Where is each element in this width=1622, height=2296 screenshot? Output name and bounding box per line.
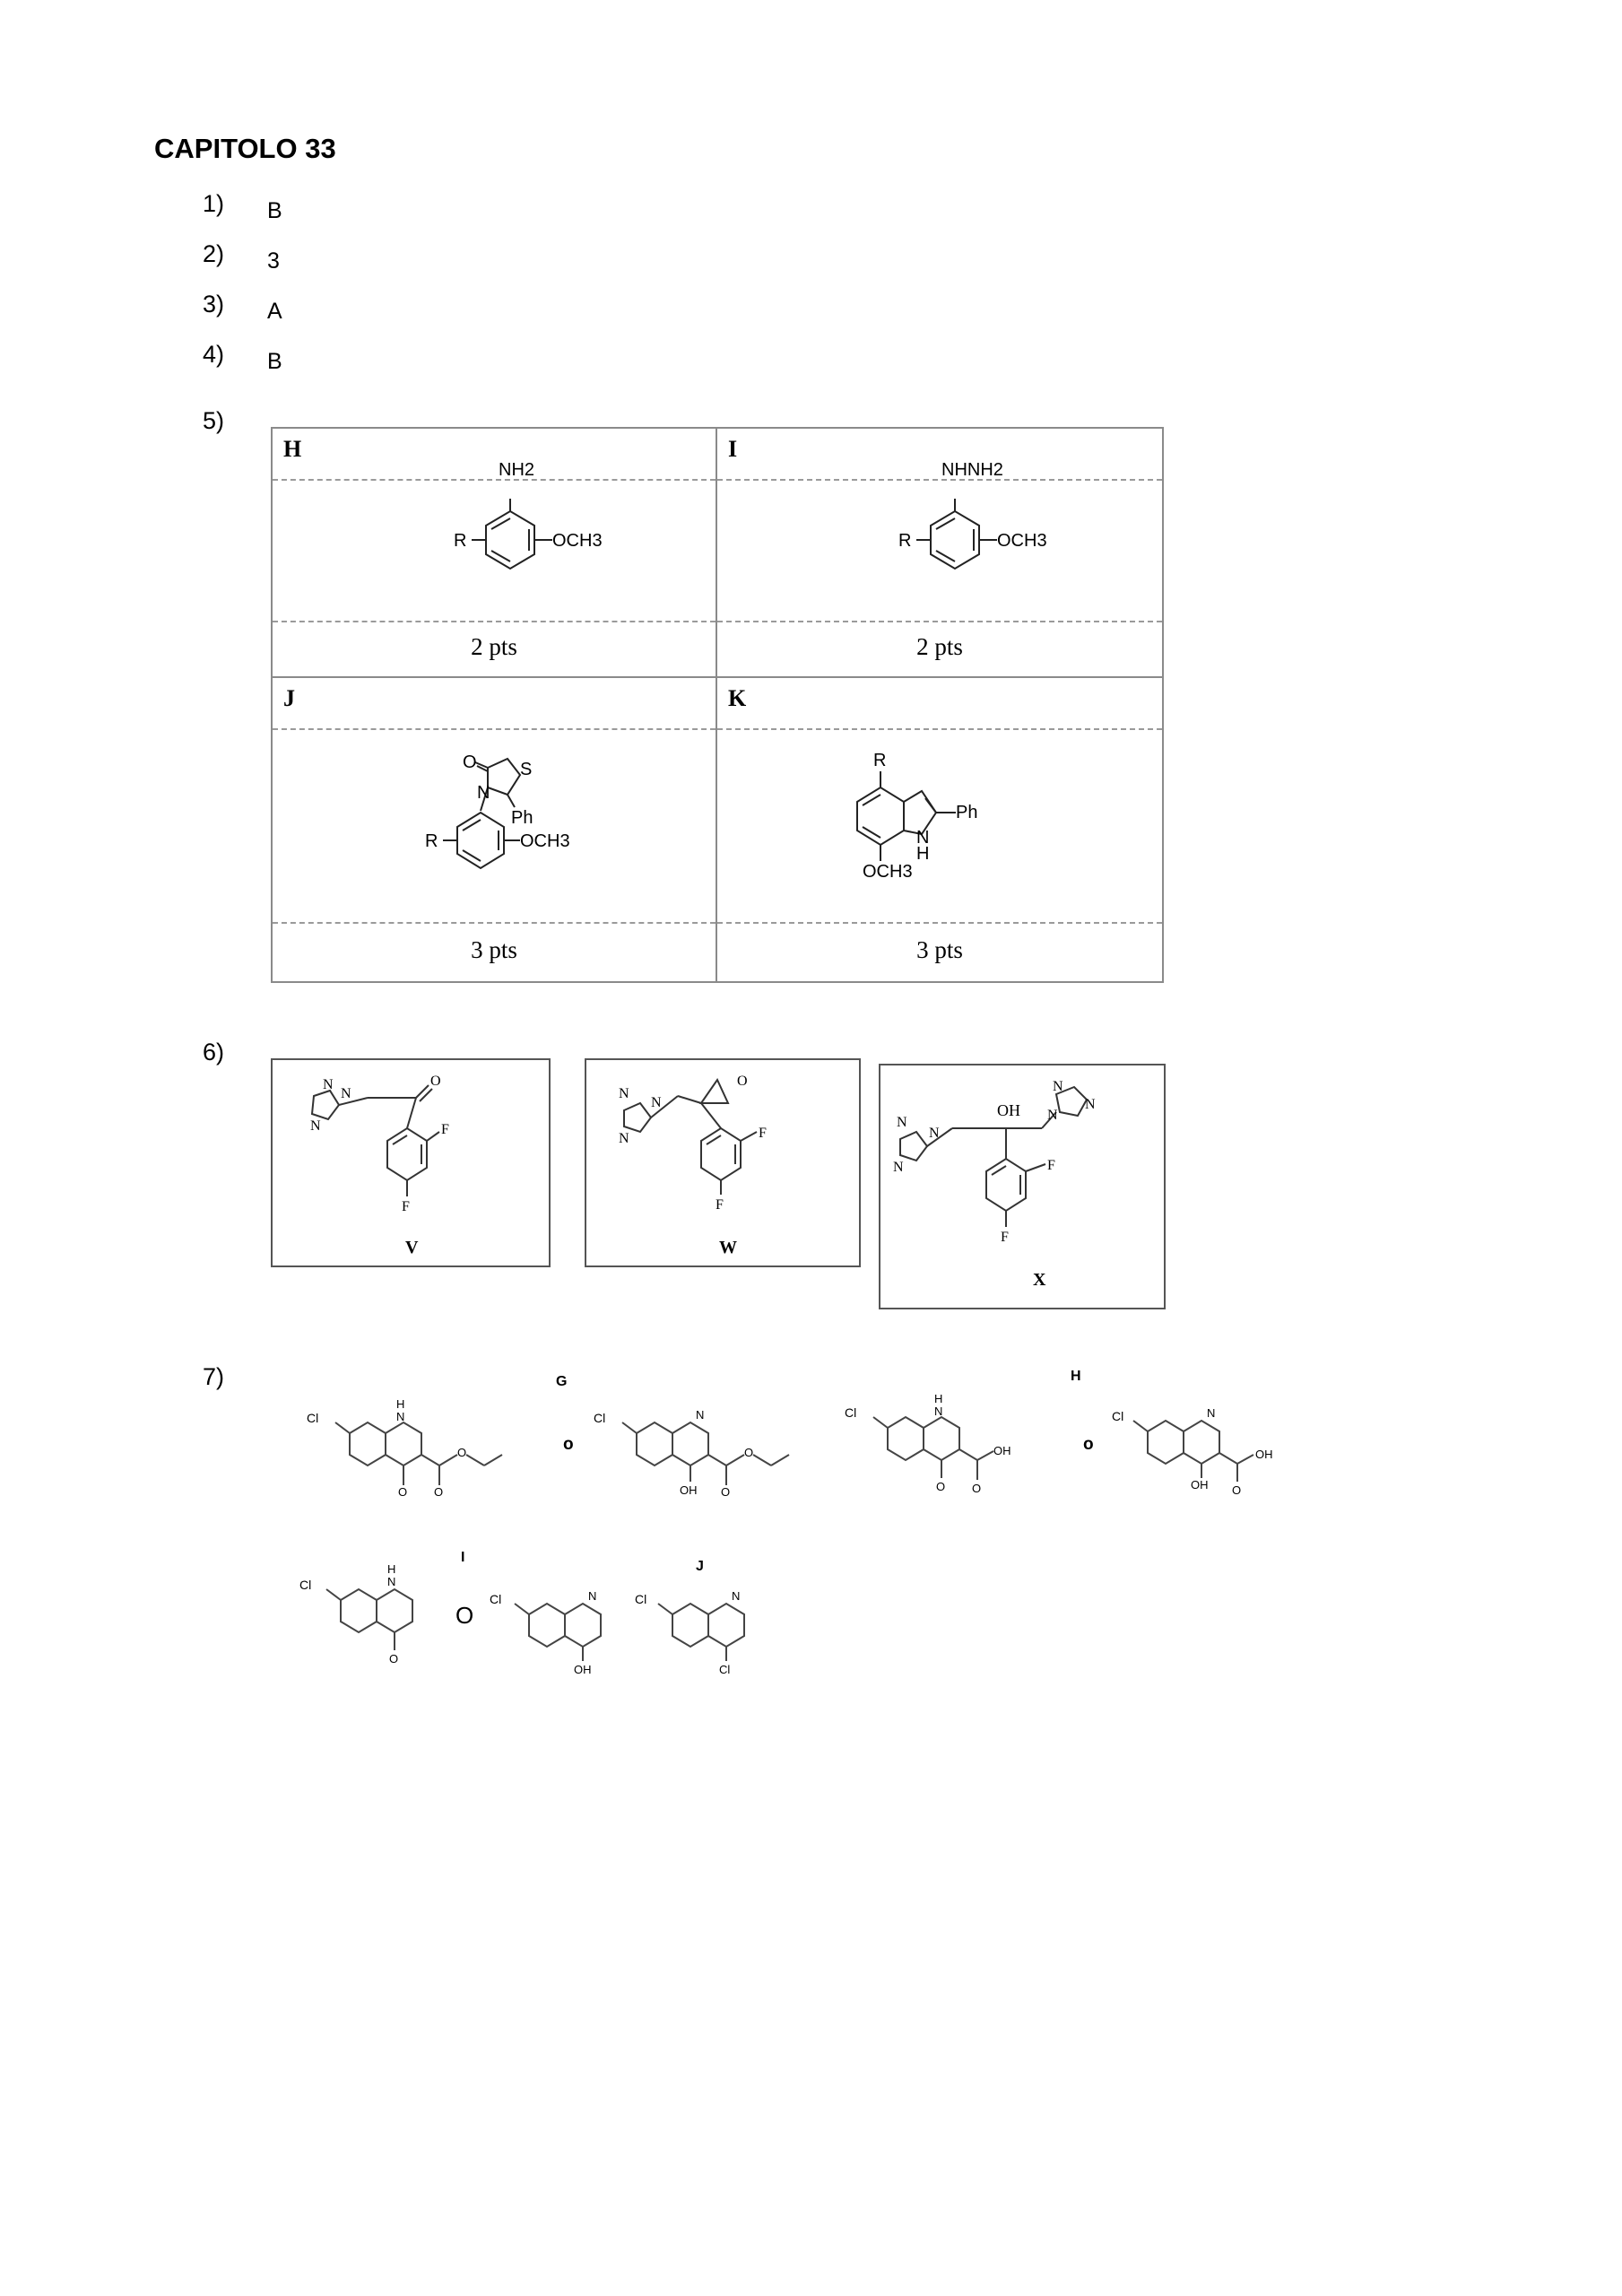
sub-right: OCH3 — [997, 531, 1047, 551]
svg-text:O: O — [1232, 1483, 1242, 1497]
structure-k — [717, 730, 1162, 909]
sub-top: NH2 — [499, 460, 535, 480]
label-i: I — [461, 1550, 465, 1565]
svg-text:H: H — [934, 1392, 943, 1405]
sub-ph: Ph — [511, 808, 533, 828]
question-number-6: 6) — [203, 1039, 225, 1065]
svg-text:N: N — [1207, 1406, 1216, 1420]
svg-text:N: N — [323, 1077, 334, 1092]
structure-j — [628, 1575, 780, 1692]
svg-text:O: O — [398, 1485, 408, 1499]
cell-j — [273, 678, 717, 981]
cell-label-i: I — [728, 436, 738, 462]
svg-text:H: H — [387, 1562, 396, 1576]
svg-text:N: N — [387, 1575, 396, 1588]
divider — [273, 922, 716, 924]
question-number-1: 1) — [203, 190, 225, 217]
svg-text:Cl: Cl — [594, 1411, 606, 1425]
structure-h — [273, 460, 717, 617]
svg-text:Cl: Cl — [1112, 1409, 1124, 1423]
svg-text:F: F — [716, 1197, 724, 1213]
atom-n: N — [916, 828, 930, 848]
divider — [717, 621, 1162, 622]
answer-1: B — [267, 198, 282, 223]
cell-k — [717, 678, 1162, 981]
svg-text:N: N — [588, 1589, 597, 1603]
q5-structure-grid — [271, 427, 1164, 983]
svg-text:F: F — [1001, 1230, 1009, 1245]
svg-text:N: N — [619, 1131, 629, 1146]
svg-text:N: N — [619, 1086, 629, 1101]
cell-i — [717, 429, 1162, 678]
svg-text:OH: OH — [1191, 1478, 1209, 1492]
sub-right: OCH3 — [552, 531, 603, 551]
answer-2: 3 — [267, 248, 280, 274]
atom-h: H — [916, 844, 930, 864]
svg-text:N: N — [897, 1115, 907, 1130]
svg-text:N: N — [651, 1095, 662, 1110]
svg-text:N: N — [696, 1408, 705, 1422]
structure-i — [717, 460, 1162, 617]
sub-right: OCH3 — [520, 831, 570, 851]
svg-text:OH: OH — [574, 1663, 592, 1676]
svg-text:OH: OH — [1255, 1448, 1273, 1461]
svg-text:O: O — [430, 1074, 441, 1089]
structure-g1 — [296, 1396, 538, 1512]
svg-text:N: N — [934, 1405, 943, 1418]
structure-j — [273, 730, 717, 909]
structure-h1 — [843, 1388, 1049, 1505]
label-g: G — [556, 1374, 568, 1389]
svg-text:Cl: Cl — [845, 1405, 857, 1420]
compound-x-box — [879, 1064, 1166, 1309]
structure-h2 — [1103, 1392, 1309, 1509]
svg-text:O: O — [936, 1480, 946, 1493]
svg-text:OH: OH — [997, 1101, 1020, 1119]
structure-v — [273, 1060, 549, 1265]
or-word: o — [1083, 1435, 1094, 1454]
cell-label-h: H — [283, 436, 302, 462]
cell-label-j: J — [283, 685, 295, 711]
divider — [717, 479, 1162, 481]
answer-3: A — [267, 299, 282, 324]
svg-text:N: N — [732, 1589, 741, 1603]
svg-text:N: N — [893, 1160, 904, 1175]
question-number-5: 5) — [203, 407, 225, 434]
svg-text:O: O — [457, 1446, 467, 1459]
divider — [273, 621, 716, 622]
points-i: 2 pts — [916, 633, 963, 660]
compound-label-x: X — [1033, 1270, 1046, 1290]
atom-s: S — [520, 760, 533, 779]
svg-text:N: N — [310, 1118, 321, 1134]
svg-text:N: N — [341, 1086, 351, 1101]
divider — [273, 479, 716, 481]
compound-label-w: W — [719, 1238, 737, 1257]
cell-label-k: K — [728, 685, 747, 711]
sub-left: R — [425, 831, 438, 851]
svg-text:OH: OH — [993, 1444, 1011, 1457]
svg-text:O: O — [721, 1485, 731, 1499]
svg-text:Cl: Cl — [299, 1578, 312, 1592]
structure-g2 — [583, 1396, 825, 1512]
points-j: 3 pts — [471, 936, 517, 963]
structure-i1 — [296, 1561, 457, 1677]
sub-r: R — [873, 751, 887, 770]
svg-text:F: F — [1047, 1158, 1055, 1173]
svg-text:Cl: Cl — [635, 1592, 647, 1606]
sub-bottom: OCH3 — [863, 862, 913, 882]
svg-text:O: O — [434, 1485, 444, 1499]
svg-text:O: O — [972, 1482, 982, 1495]
chapter-title: CAPITOLO 33 — [154, 133, 336, 164]
sub-ph: Ph — [956, 803, 978, 822]
or-word-large: O — [455, 1602, 474, 1629]
sub-left: R — [898, 531, 912, 551]
compound-w-box — [585, 1058, 861, 1267]
question-number-2: 2) — [203, 240, 225, 267]
points-k: 3 pts — [916, 936, 963, 963]
structure-x — [880, 1065, 1164, 1308]
svg-text:N: N — [1053, 1079, 1063, 1094]
label-h: H — [1071, 1369, 1081, 1384]
question-number-7: 7) — [203, 1363, 225, 1390]
compound-label-v: V — [405, 1238, 419, 1257]
svg-text:N: N — [396, 1410, 405, 1423]
structure-w — [586, 1060, 859, 1265]
svg-text:Cl: Cl — [490, 1592, 502, 1606]
svg-text:N: N — [1085, 1097, 1096, 1112]
svg-text:Cl: Cl — [719, 1663, 731, 1676]
svg-text:F: F — [402, 1199, 410, 1214]
divider — [717, 922, 1162, 924]
atom-o: O — [463, 752, 477, 772]
structure-i2 — [484, 1575, 637, 1692]
svg-text:O: O — [389, 1652, 399, 1665]
svg-text:Cl: Cl — [307, 1411, 319, 1425]
svg-text:O: O — [744, 1446, 754, 1459]
svg-text:F: F — [759, 1126, 767, 1141]
question-number-4: 4) — [203, 341, 225, 368]
svg-text:H: H — [396, 1397, 405, 1411]
sub-left: R — [454, 531, 467, 551]
compound-v-box — [271, 1058, 551, 1267]
svg-text:F: F — [441, 1122, 449, 1137]
sub-top: NHNH2 — [941, 460, 1003, 480]
label-j: J — [696, 1559, 704, 1574]
question-number-3: 3) — [203, 291, 225, 317]
svg-text:O: O — [737, 1074, 748, 1089]
or-word: o — [563, 1435, 574, 1454]
cell-h — [273, 429, 717, 678]
svg-text:N: N — [929, 1126, 940, 1141]
svg-text:N: N — [1047, 1108, 1058, 1123]
answer-4: B — [267, 349, 282, 374]
atom-n: N — [477, 783, 490, 803]
svg-text:OH: OH — [680, 1483, 698, 1497]
points-h: 2 pts — [471, 633, 517, 660]
